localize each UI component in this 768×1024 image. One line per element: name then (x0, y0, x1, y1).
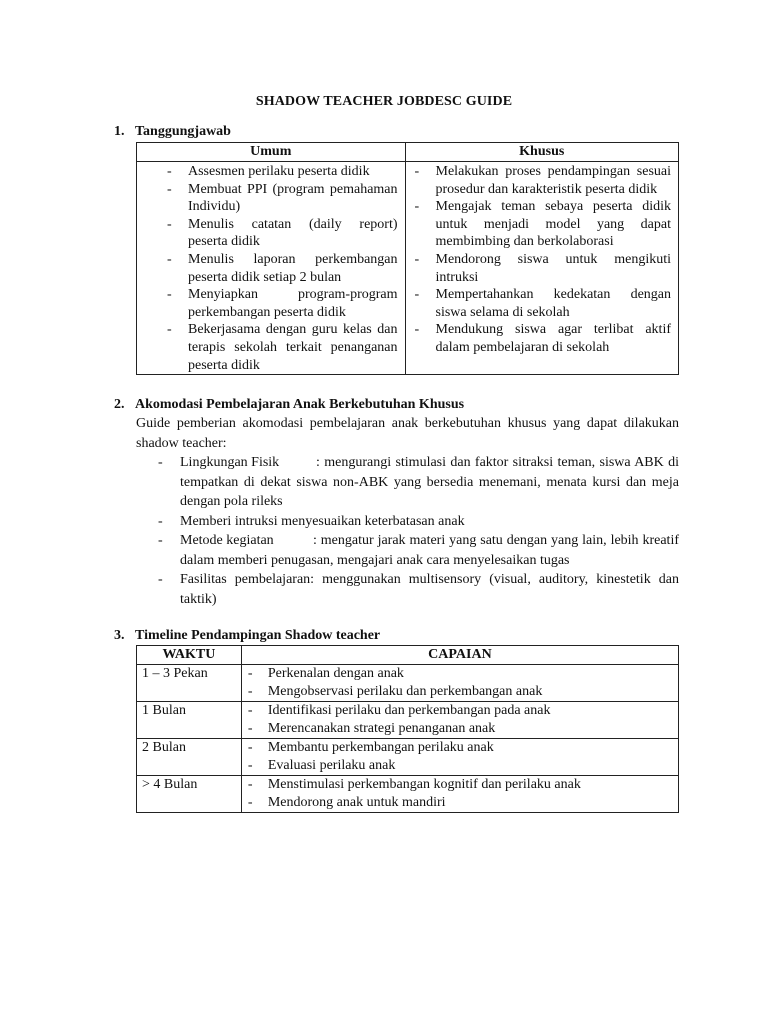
item-label: Lingkungan Fisik (180, 455, 280, 470)
accommodation-body (136, 414, 679, 609)
list-item: - Mempertahankan kedekatan dengan siswa selama di sekolah (406, 286, 671, 321)
list-item: - Mendorong siswa untuk mengikuti intruksi (406, 251, 671, 286)
table-row (137, 665, 679, 702)
waktu-cell: 1 – 3 Pekan (137, 665, 242, 702)
item-text: Memberi intruksi menyesuaikan keterbatasan anak (180, 513, 465, 529)
list-item: - Menulis laporan perkembangan peserta didik setiap 2 bulan (137, 251, 398, 286)
waktu-cell: > 4 Bulan (137, 776, 242, 813)
section-title: Timeline Pendampingan Shadow teacher (135, 628, 381, 643)
section-title: Tanggungjawab (135, 124, 231, 139)
capaian-list (242, 739, 678, 775)
capaian-cell (241, 776, 678, 813)
list-item (136, 453, 679, 512)
list-item: - Menstimulasi perkembangan kognitif dan perilaku anak (242, 776, 678, 794)
capaian-cell (241, 739, 678, 776)
section-number: 1. (114, 124, 125, 139)
list-item: - Melakukan proses pendampingan sesuai prosedur dan karakteristik peserta didik (406, 163, 671, 198)
table-row (137, 776, 679, 813)
khusus-cell (405, 162, 678, 375)
list-item: - Bekerjasama dengan guru kelas dan terapis sekolah terkait penanganan peserta didik (137, 321, 398, 374)
column-header-capaian: CAPAIAN (241, 646, 678, 665)
list-item: - Identifikasi perilaku dan perkembangan pada anak (242, 702, 678, 720)
list-item: - Evaluasi perilaku anak (242, 757, 678, 775)
section-title: Akomodasi Pembelajaran Anak Berkebutuhan Khusus (135, 397, 465, 412)
item-text: : mengatur jarak materi yang satu dengan yang lain, lebih kreatif dalam memberi penugasan, mengajari anak cara menyelesaikan tugas (180, 533, 679, 568)
list-item: - Assesmen perilaku peserta didik (137, 163, 398, 181)
list-item: - Menyiapkan program-program perkembangan peserta didik (137, 286, 398, 321)
waktu-cell: 2 Bulan (137, 739, 242, 776)
list-item (136, 512, 679, 532)
waktu-cell: 1 Bulan (137, 702, 242, 739)
table-row (137, 702, 679, 739)
item-text: : mengurangi stimulasi dan faktor sitraksi teman, siswa ABK di tempatkan di dekat siswa non-ABK yang bersedia menemani, menata kursi dan meja dengan pola rileks (180, 455, 679, 509)
item-label: Metode kegiatan (180, 533, 274, 548)
timeline-table (136, 645, 679, 813)
item-text: : menggunakan multisensory (visual, auditory, kinestetik dan taktik) (180, 572, 679, 607)
item-label: Fasilitas pembelajaran (180, 572, 311, 587)
section-1-heading (114, 123, 231, 141)
accommodation-intro: Guide pemberian akomodasi pembelajaran anak berkebutuhan khusus yang dapat dilakukan shadow teacher: (136, 416, 679, 451)
list-item: - Mendukung siswa agar terlibat aktif dalam pembelajaran di sekolah (406, 321, 671, 356)
section-3-heading (114, 627, 380, 645)
column-header-waktu: WAKTU (137, 646, 242, 665)
capaian-list (242, 776, 678, 812)
list-item: - Membantu perkembangan perilaku anak (242, 739, 678, 757)
list-item (136, 531, 679, 570)
capaian-list (242, 665, 678, 701)
accommodation-list (136, 453, 679, 609)
khusus-list (406, 163, 671, 357)
list-item: - Membuat PPI (program pemahaman Individu) (137, 181, 398, 216)
table-header-row (137, 143, 679, 162)
umum-list (137, 163, 398, 374)
list-item: - Mendorong anak untuk mandiri (242, 794, 678, 812)
list-item: - Mengajak teman sebaya peserta didik untuk menjadi model yang dapat membimbing dan berkolaborasi (406, 198, 671, 251)
column-header-umum: Umum (137, 143, 406, 162)
umum-cell (137, 162, 406, 375)
capaian-list (242, 702, 678, 738)
section-number: 3. (114, 628, 125, 643)
column-header-khusus: Khusus (405, 143, 678, 162)
list-item: - Mengobservasi perilaku dan perkembangan anak (242, 683, 678, 701)
capaian-cell (241, 702, 678, 739)
table-row (137, 162, 679, 375)
section-number: 2. (114, 397, 125, 412)
list-item: - Menulis catatan (daily report) peserta didik (137, 216, 398, 251)
list-item (136, 570, 679, 609)
list-item: - Perkenalan dengan anak (242, 665, 678, 683)
section-2-heading (114, 396, 464, 414)
capaian-cell (241, 665, 678, 702)
document-title: SHADOW TEACHER JOBDESC GUIDE (255, 94, 513, 109)
responsibility-table (136, 142, 679, 375)
table-header-row (137, 646, 679, 665)
table-row (137, 739, 679, 776)
list-item: - Merencanakan strategi penanganan anak (242, 720, 678, 738)
